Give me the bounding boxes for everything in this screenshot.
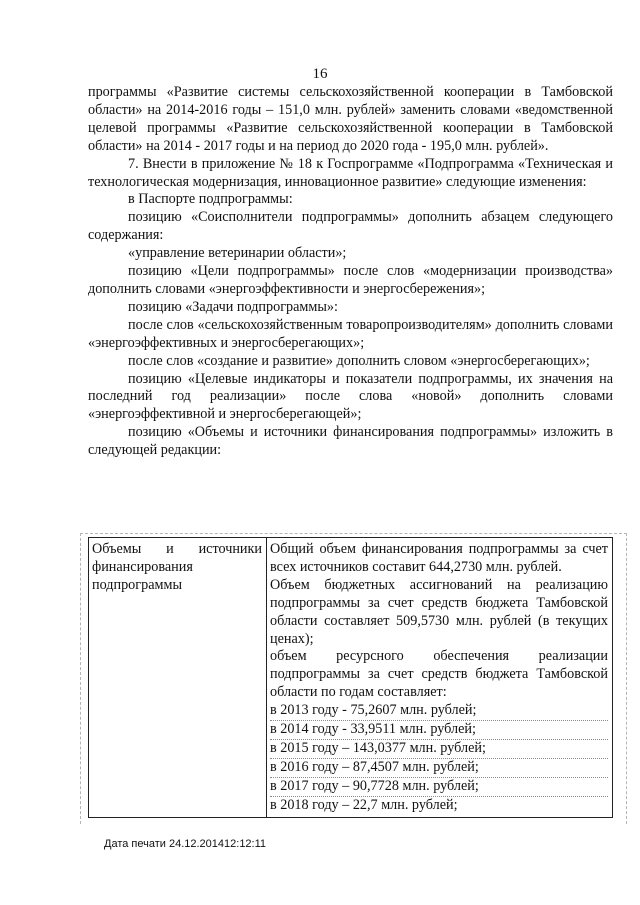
table-year-2013: в 2013 году - 75,2607 млн. рублей; <box>270 702 608 721</box>
table-label: Объемы и источники финансирования подпрограммы <box>92 541 262 593</box>
paragraph-veterinary: «управление ветеринарии области»; <box>128 245 347 262</box>
paragraph-item-7: 7. Внести в приложение № 18 к Госпрограмме «Подпрограмма «Техническая и технологическая модернизация, инновационное развитие» следующие изменения: <box>88 155 613 190</box>
paragraph-goals: позицию «Цели подпрограммы» после слов «модернизации производства» дополнить словами «энергоэффективности и энергосбережения»; <box>88 263 613 297</box>
paragraph-creation: после слов «создание и развитие» дополнить словом «энергосберегающих»; <box>128 352 590 369</box>
paragraph-tasks: позицию «Задачи подпрограммы»: <box>128 298 338 315</box>
paragraph-coexecutors: позицию «Соисполнители подпрограммы» дополнить абзацем следующего содержания: <box>88 209 613 244</box>
table-year-2015: в 2015 году – 143,0377 млн. рублей; <box>270 740 608 759</box>
table-label-cell <box>89 538 267 818</box>
paragraph-producers: после слов «сельскохозяйственным товаропроизводителям» дополнить словами «энергоэффективных и энергосберегающих»; <box>88 316 613 351</box>
table-budget-volume: Объем бюджетных ассигнований на реализацию подпрограммы за счет средств бюджета Тамбовской области составляет 509,5730 млн. рублей (в текущих ценах); <box>270 576 608 647</box>
table-year-2014: в 2014 году - 33,9511 млн. рублей; <box>270 721 608 740</box>
table-year-2018: в 2018 году – 22,7 млн. рублей; <box>270 796 458 813</box>
table-general-volume: Общий объем финансирования подпрограммы за счет всех источников составит 644,2730 млн. рублей. <box>270 541 608 575</box>
table-year-2016: в 2016 году – 87,4507 млн. рублей; <box>270 759 608 778</box>
print-date: Дата печати 24.12.201412:12:11 <box>104 838 267 850</box>
table-year-2017: в 2017 году – 90,7728 млн. рублей; <box>270 778 608 797</box>
table-by-years-intro: объем ресурсного обеспечения реализации подпрограммы за счет средств бюджета Тамбовской области по годам составляет: <box>270 648 608 701</box>
table-row <box>89 538 613 818</box>
document-body <box>88 84 613 460</box>
paragraph-passport: в Паспорте подпрограммы: <box>128 191 293 208</box>
page-number: 16 <box>312 66 328 82</box>
paragraph-indicators: позицию «Целевые индикаторы и показатели подпрограммы, их значения на последний год реализации» после слова «новой» дополнить словами «энергоэффективной и энергосберегающей»; <box>88 370 613 423</box>
table-content-cell <box>267 538 613 818</box>
paragraph-volumes: позицию «Объемы и источники финансирования подпрограммы» изложить в следующей редакции: <box>88 424 613 459</box>
paragraph-continuation: программы «Развитие системы сельскохозяйственной кооперации в Тамбовской области» на 2014-2016 годы – 151,0 млн. рублей» заменить словами «ведомственной целевой программы «Развитие сельскохозяйственной кооперации в Тамбовской области» на 2014 - 2017 годы и на период до 2020 года - 195,0 млн. рублей». <box>88 84 613 154</box>
financing-table <box>88 537 613 818</box>
